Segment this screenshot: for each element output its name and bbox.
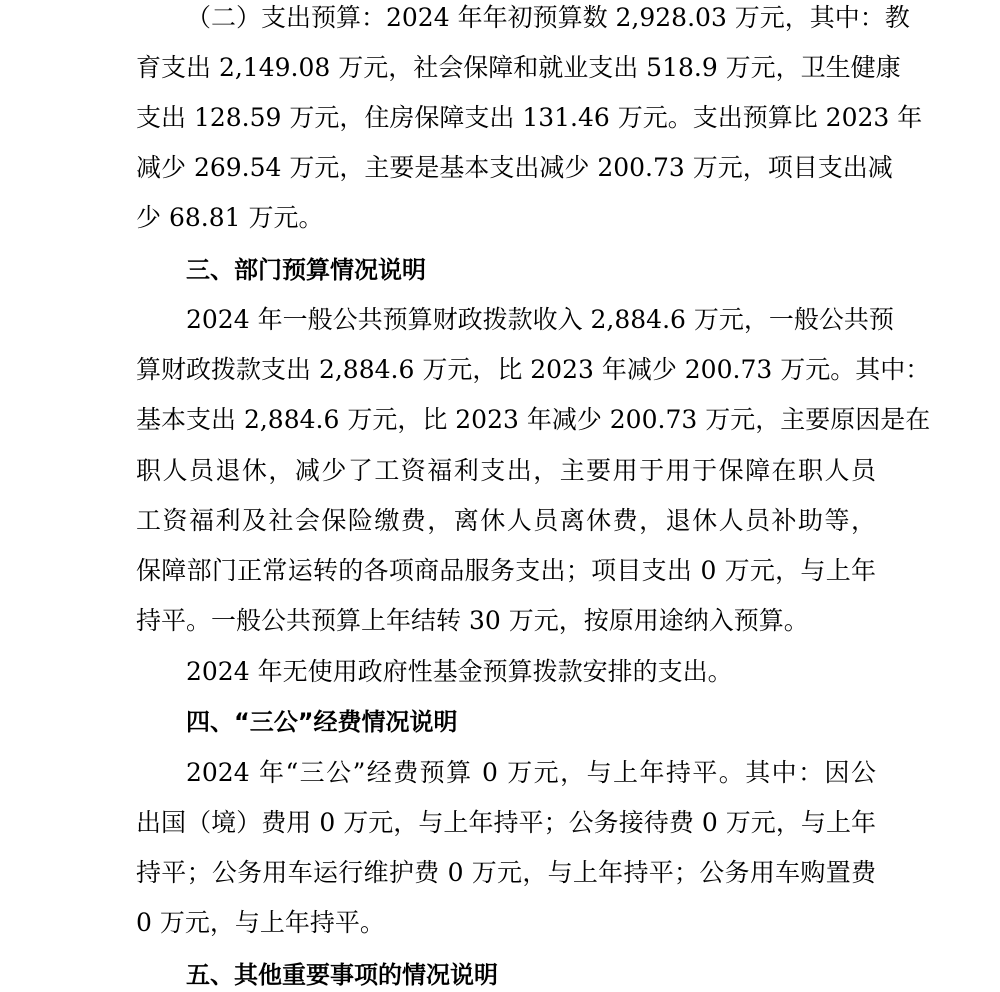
paragraph-line: 算财政拨款支出 2,884.6 万元，比 2023 年减少 200.73 万元。其中： — [136, 355, 931, 384]
paragraph-line: 持平；公务用车运行维护费 0 万元，与上年持平；公务用车购置费 — [136, 858, 876, 887]
paragraph-line: 持平。一般公共预算上年结转 30 万元，按原用途纳入预算。 — [136, 606, 809, 635]
paragraph-line: 支出 128.59 万元，住房保障支出 131.46 万元。支出预算比 2023 年 — [136, 103, 923, 132]
paragraph-line: （二）支出预算：2024 年年初预算数 2,928.03 万元，其中：教 — [186, 3, 910, 32]
paragraph-line: 基本支出 2,884.6 万元，比 2023 年减少 200.73 万元，主要原因是在 — [136, 405, 931, 434]
paragraph-line: 出国（境）费用 0 万元，与上年持平；公务接待费 0 万元，与上年 — [136, 808, 876, 837]
paragraph-line: 职人员退休，减少了工资福利支出，主要用于用于保障在职人员 — [136, 456, 876, 485]
paragraph-line: 保障部门正常运转的各项商品服务支出；项目支出 0 万元，与上年 — [136, 556, 876, 585]
paragraph-line: 工资福利及社会保险缴费，离休人员离休费，退休人员补助等， — [136, 506, 876, 535]
section-heading: 四、“三公”经费情况说明 — [186, 708, 458, 736]
paragraph-line: 2024 年一般公共预算财政拨款收入 2,884.6 万元，一般公共预 — [186, 305, 894, 334]
paragraph-line: 0 万元，与上年持平。 — [136, 908, 385, 937]
paragraph-line: 2024 年“三公”经费预算 0 万元，与上年持平。其中：因公 — [186, 758, 876, 787]
paragraph-line: 育支出 2,149.08 万元，社会保障和就业支出 518.9 万元，卫生健康 — [136, 53, 901, 82]
paragraph-line: 少 68.81 万元。 — [136, 203, 324, 232]
section-heading: 五、其他重要事项的情况说明 — [186, 961, 498, 989]
paragraph-line: 2024 年无使用政府性基金预算拨款安排的支出。 — [186, 657, 733, 686]
paragraph-line: 减少 269.54 万元，主要是基本支出减少 200.73 万元，项目支出减 — [136, 153, 893, 182]
section-heading: 三、部门预算情况说明 — [186, 256, 426, 284]
